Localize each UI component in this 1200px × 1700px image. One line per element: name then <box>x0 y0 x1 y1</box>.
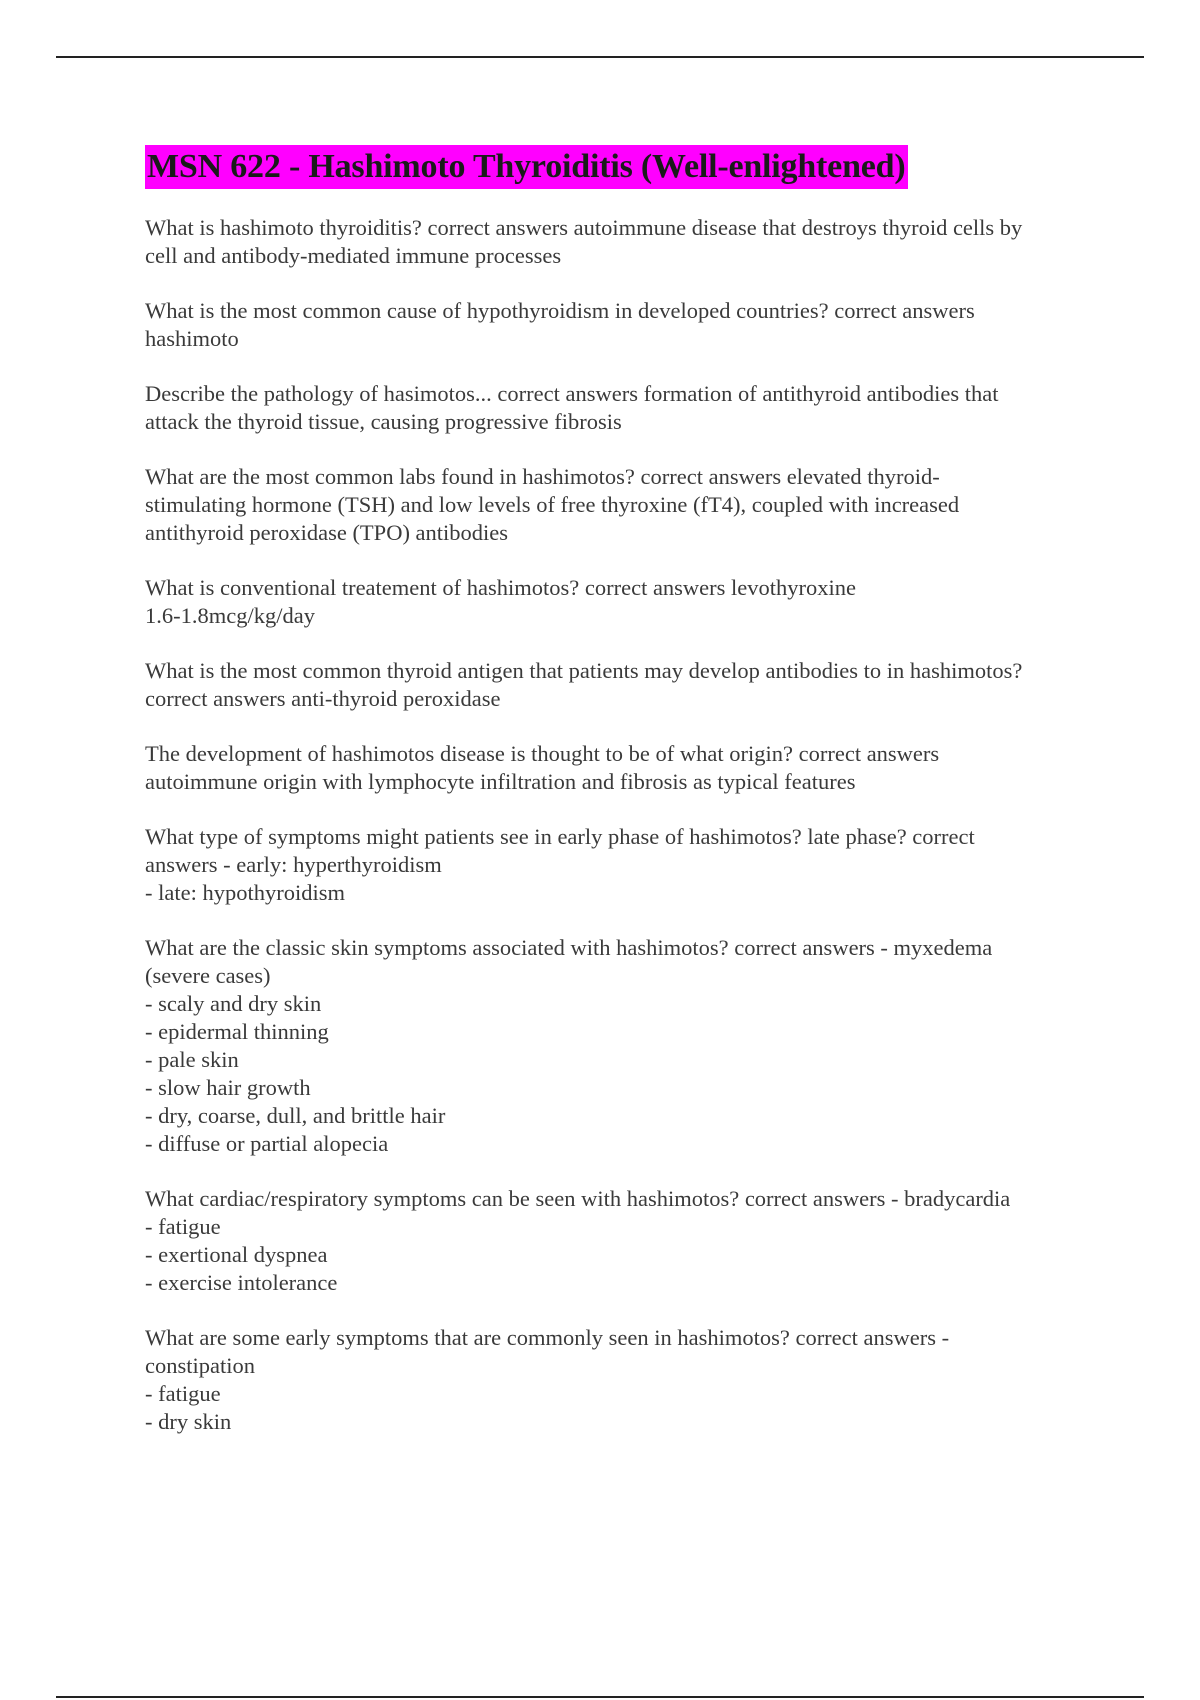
document-body <box>145 145 1095 1436</box>
qa-item: Describe the pathology of hasimotos... correct answers formation of antithyroid antibodies that attack the thyroid tissue, causing progressive fibrosis <box>145 381 999 434</box>
qa-item: What are the most common labs found in hashimotos? correct answers elevated thyroid- stimulating hormone (TSH) and low levels of free thyroxine (fT4), coupled with increased antithyroid peroxidase (TPO) antibodies <box>145 464 960 545</box>
qa-list <box>145 214 1095 1436</box>
bottom-rule <box>56 1696 1144 1698</box>
qa-item: What type of symptoms might patients see in early phase of hashimotos? late phase? correct answers - early: hyperthyroidism - late: hypothyroidism <box>145 824 975 905</box>
qa-item: What is the most common cause of hypothyroidism in developed countries? correct answers hashimoto <box>145 298 975 351</box>
qa-item: What are the classic skin symptoms associated with hashimotos? correct answers - myxedema (severe cases) - scaly and dry skin - epidermal thinning - pale skin - slow hair growth - dry, coarse, dull, and brittle hair - diffuse or partial alopecia <box>145 935 993 1156</box>
qa-item: What cardiac/respiratory symptoms can be seen with hashimotos? correct answers - bradycardia - fatigue - exertional dyspnea - exercise intolerance <box>145 1186 1011 1295</box>
qa-item: What is hashimoto thyroiditis? correct answers autoimmune disease that destroys thyroid cells by cell and antibody-mediated immune processes <box>145 215 1023 268</box>
qa-item: What is conventional treatement of hashimotos? correct answers levothyroxine 1.6-1.8mcg/kg/day <box>145 575 857 628</box>
qa-item: What are some early symptoms that are commonly seen in hashimotos? correct answers - constipation - fatigue - dry skin <box>145 1325 950 1434</box>
document-title: MSN 622 - Hashimoto Thyroiditis (Well-enlightened) <box>145 145 908 189</box>
qa-item: What is the most common thyroid antigen that patients may develop antibodies to in hashimotos? correct answers anti-thyroid peroxidase <box>145 658 1023 711</box>
qa-item: The development of hashimotos disease is thought to be of what origin? correct answers autoimmune origin with lymphocyte infiltration and fibrosis as typical features <box>145 741 940 794</box>
top-rule <box>56 56 1144 58</box>
